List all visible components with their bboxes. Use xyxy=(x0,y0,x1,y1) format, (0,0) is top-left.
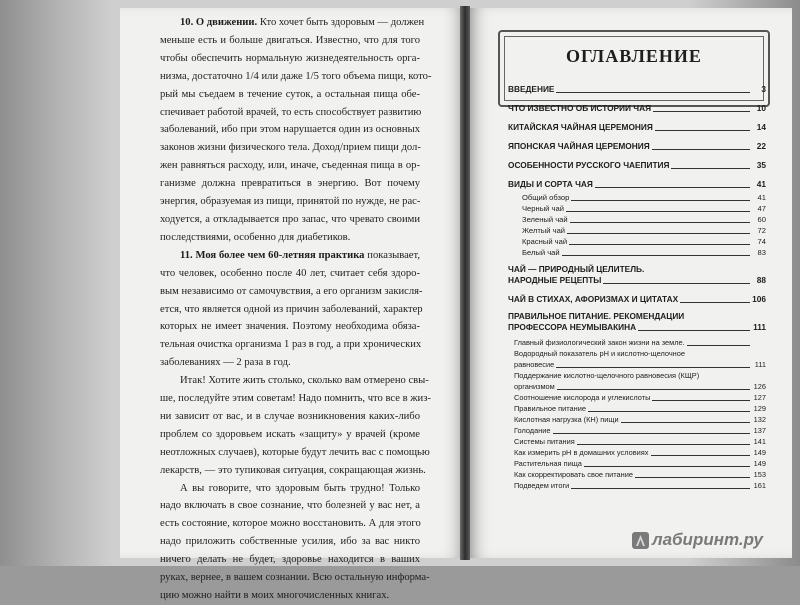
toc-entry[interactable] xyxy=(508,294,766,305)
toc-entry-title: НАРОДНЫЕ РЕЦЕПТЫ xyxy=(508,275,602,285)
toc-leader-line xyxy=(671,167,750,169)
text-line xyxy=(160,462,426,480)
text-line xyxy=(160,121,420,139)
text-line-content: ни зависит от вас, и в случае возникновения каких-либо xyxy=(160,410,420,422)
toc-leader-line xyxy=(687,344,750,346)
text-line-content: которых не имеет значения. Поэтому необходима обяза- xyxy=(160,321,420,333)
toc-leader-line xyxy=(655,129,750,131)
text-line-content: показывает, xyxy=(364,249,420,261)
text-line-content: заболеваниях — 2 раза в год. xyxy=(160,357,291,369)
toc-entry[interactable] xyxy=(508,214,766,225)
toc-leader-line xyxy=(557,388,750,390)
toc-entry-title: Как скорректировать свое питание xyxy=(514,470,633,479)
toc-page-number: 41 xyxy=(757,193,766,202)
text-line-content: низма, достаточно 1/4 или даже 1/5 того объема пищи, кото- xyxy=(160,70,432,82)
toc-entry-title: Подведем итоги xyxy=(514,481,570,490)
text-line xyxy=(160,229,420,247)
toc-entry[interactable] xyxy=(508,425,766,436)
toc-leader-line xyxy=(570,221,750,223)
toc-entry-title: Кислотная нагрузка (КН) пищи xyxy=(514,415,619,424)
toc-leader-line xyxy=(638,329,750,331)
toc-entry[interactable] xyxy=(508,447,766,458)
text-line-content: ничего делать не будет, здоровье находится в ваших xyxy=(160,554,420,566)
toc-page-number: 83 xyxy=(757,248,766,257)
toc-leader-line xyxy=(595,186,750,188)
text-line-content: проблем со здоровьем искать «защиту» у врачей (кроме xyxy=(160,428,420,440)
text-line-content: надо приложить собственные усилия, ибо за вас никто xyxy=(160,536,420,548)
toc-entry-title: Белый чай xyxy=(522,248,560,257)
toc-entry[interactable] xyxy=(508,179,766,190)
text-line-content: цию можно найти в моих многочисленных книгах. xyxy=(160,590,390,601)
toc-entry-title: Общий обзор xyxy=(522,193,570,202)
toc-page-number: 126 xyxy=(753,382,766,391)
text-line xyxy=(160,569,430,587)
text-line xyxy=(160,480,420,498)
text-line xyxy=(160,14,425,32)
toc-entry-line1: ЧАЙ — ПРИРОДНЫЙ ЦЕЛИТЕЛЬ. xyxy=(508,264,645,274)
toc-entry[interactable] xyxy=(508,103,766,114)
toc-page-number: 22 xyxy=(756,141,766,151)
text-line-bold: 11. Моя более чем 60-летняя практика xyxy=(180,249,365,261)
toc-leader-line xyxy=(553,432,750,434)
toc-entry-title: Как измерить рН в домашних условиях xyxy=(514,448,649,457)
toc-page-number: 10 xyxy=(756,103,766,113)
toc-entry-title: Голодание xyxy=(514,426,551,435)
labirint-logo-icon xyxy=(632,532,649,549)
text-line-content: жен равняться расходу, или, иначе, съеденная пища в ор- xyxy=(160,160,420,172)
toc-page-number: 111 xyxy=(753,322,766,332)
toc-page-number: 47 xyxy=(757,204,766,213)
toc-leader-line xyxy=(577,443,750,445)
text-line-content: рый мы съедаем в течение суток, а остальная пища обе- xyxy=(160,88,420,100)
toc-page-number: 35 xyxy=(756,160,766,170)
toc-entry-title: ВВЕДЕНИЕ xyxy=(508,84,555,94)
text-line-content: тельная очистка организма 1 раз в год, а при хронических xyxy=(160,339,422,351)
toc-page-number: 74 xyxy=(757,237,766,246)
toc-entry-title: КИТАЙСКАЯ ЧАЙНАЯ ЦЕРЕМОНИЯ xyxy=(508,122,653,132)
text-line xyxy=(160,444,430,462)
toc-entry[interactable] xyxy=(508,403,766,414)
text-line xyxy=(160,587,420,605)
toc-leader-line xyxy=(566,210,750,212)
toc-entry[interactable] xyxy=(508,370,766,381)
toc-entry[interactable] xyxy=(508,414,766,425)
text-line xyxy=(160,283,423,301)
toc-entry-title: Растительная пища xyxy=(514,459,582,468)
toc-entry-title: ВИДЫ И СОРТА ЧАЯ xyxy=(508,179,593,189)
toc-entry-title: Красный чай xyxy=(522,237,568,246)
toc-page-number: 72 xyxy=(757,226,766,235)
text-line xyxy=(160,533,420,551)
table-of-contents xyxy=(508,84,766,491)
toc-page-number: 161 xyxy=(753,481,766,490)
text-line xyxy=(160,175,420,193)
toc-leader-line xyxy=(584,465,750,467)
toc-page-number: 60 xyxy=(757,215,766,224)
text-line xyxy=(160,104,420,122)
toc-leader-line xyxy=(569,243,750,245)
book-gutter xyxy=(460,6,470,560)
text-line xyxy=(160,211,420,229)
toc-entry[interactable] xyxy=(508,359,766,370)
toc-entry[interactable] xyxy=(508,192,766,203)
toc-page-number: 111 xyxy=(754,360,766,369)
toc-entry[interactable] xyxy=(508,469,766,480)
text-line-content: ше, последуйте этим советам! Надо помнить, что все в жиз- xyxy=(160,393,431,405)
toc-page-number: 153 xyxy=(753,470,766,479)
toc-leader-line xyxy=(588,410,750,412)
toc-page-number: 137 xyxy=(753,426,766,435)
toc-leader-line xyxy=(652,148,750,150)
text-line xyxy=(160,408,420,426)
text-line xyxy=(160,68,432,86)
toc-entry[interactable] xyxy=(508,458,766,469)
toc-leader-line xyxy=(556,366,750,368)
text-line-content: спечивает работой врачей, то есть способствует развитию xyxy=(160,106,422,118)
toc-leader-line xyxy=(556,91,750,93)
text-line-content: Итак! Хотите жить столько, сколько вам отмерено свы- xyxy=(180,375,429,387)
toc-leader-line xyxy=(567,232,750,234)
text-line-content: А вы говорите, что здоровым быть трудно! Только xyxy=(180,482,420,494)
text-line-content: законов жизни физического тела. Доход/прием пищи дол- xyxy=(160,142,421,154)
toc-entry[interactable] xyxy=(508,122,766,133)
toc-entry-title: Правильное питание xyxy=(514,404,586,413)
toc-entry[interactable] xyxy=(508,225,766,236)
toc-entry[interactable] xyxy=(508,381,766,392)
toc-entry-title: Зеленый чай xyxy=(522,215,568,224)
toc-entry[interactable] xyxy=(508,203,766,214)
text-line xyxy=(160,265,420,283)
toc-entry[interactable] xyxy=(508,84,766,95)
text-line xyxy=(160,515,420,533)
text-line xyxy=(160,426,420,444)
watermark: лабиринт.ру xyxy=(652,530,763,549)
toc-title: ОГЛАВЛЕНИЕ xyxy=(566,46,702,66)
toc-entry[interactable] xyxy=(508,480,766,491)
toc-page-number: 149 xyxy=(753,459,766,468)
text-line-content: заболеваний, ибо при этом нарушается один из основных xyxy=(160,124,420,136)
toc-entry-line1: ПРАВИЛЬНОЕ ПИТАНИЕ. РЕКОМЕНДАЦИИ xyxy=(508,311,685,321)
toc-entry[interactable] xyxy=(508,436,766,447)
text-line-content: ется, что является одной из причин заболеваний, характер xyxy=(160,303,423,315)
toc-leader-line xyxy=(652,399,750,401)
text-line-content: последствиями, особенно для диабетиков. xyxy=(160,231,351,243)
text-line-content: надо включать в свое сознание, что болезней у вас нет, а xyxy=(160,500,420,512)
toc-entry-title: ЯПОНСКАЯ ЧАЙНАЯ ЦЕРЕМОНИЯ xyxy=(508,141,650,151)
text-line xyxy=(160,86,420,104)
toc-entry-title: равновесие xyxy=(514,360,555,369)
text-line xyxy=(160,390,431,408)
text-line xyxy=(160,193,420,211)
text-line xyxy=(160,32,420,50)
toc-page-number: 149 xyxy=(753,448,766,457)
toc-entry-title: Поддержание кислотно-щелочного равновесия (КЩР) xyxy=(514,371,700,380)
text-line-content: лекарств, — это тупиковая ситуация, сокращающая жизнь. xyxy=(160,464,426,476)
toc-entry[interactable] xyxy=(508,337,766,348)
text-line-content: руках, вернее, в вашем сознании. Всю остальную информа- xyxy=(160,572,430,584)
text-line xyxy=(160,354,420,372)
text-line-content: вым независимо от самочувствия, а его организм закисля- xyxy=(160,285,423,297)
toc-leader-line xyxy=(653,110,750,112)
text-line xyxy=(160,139,420,157)
toc-entry[interactable] xyxy=(508,236,766,247)
toc-entry-title: Водородный показатель рН и кислотно-щелочное xyxy=(514,349,685,358)
toc-entry-title: ПРОФЕССОРА НЕУМЫВАКИНА xyxy=(508,322,637,332)
toc-leader-line xyxy=(603,282,750,284)
text-line-content: ганизме должна превратиться в энергию. Вот почему xyxy=(160,178,420,190)
toc-entry-title: организмом xyxy=(514,382,555,391)
toc-leader-line xyxy=(635,476,750,478)
text-line xyxy=(160,247,420,265)
text-line xyxy=(160,372,429,390)
toc-entry-title: ОСОБЕННОСТИ РУССКОГО ЧАЕПИТИЯ xyxy=(508,160,670,170)
toc-leader-line xyxy=(562,254,750,256)
toc-leader-line xyxy=(621,421,750,423)
toc-entry[interactable] xyxy=(508,322,766,333)
toc-entry-title: Главный физиологический закон жизни на земле. xyxy=(514,338,685,347)
text-line-content: Кто хочет быть здоровым — должен xyxy=(257,17,425,28)
toc-page-number: 141 xyxy=(753,437,766,446)
toc-page-number: 41 xyxy=(756,179,766,189)
toc-leader-line xyxy=(571,487,750,489)
toc-leader-line xyxy=(680,301,750,303)
text-line-content: энергия, образуемая из пищи, принятой по нужде, не рас- xyxy=(160,196,421,208)
toc-entry[interactable] xyxy=(508,348,766,359)
text-line-content: есть состояние, которое можно восстановить. А для этого xyxy=(160,518,421,530)
toc-leader-line xyxy=(571,199,750,201)
text-line-content: неотложных случаев), которые будут лечить вас с помощью xyxy=(160,446,430,458)
text-line xyxy=(160,336,420,354)
toc-page-number: 132 xyxy=(753,415,766,424)
text-line xyxy=(160,157,420,175)
toc-entry[interactable] xyxy=(508,247,766,258)
toc-entry-title: ЧАЙ В СТИХАХ, АФОРИЗМАХ И ЦИТАТАХ xyxy=(508,294,679,304)
toc-entry-title: ЧТО ИЗВЕСТНО ОБ ИСТОРИИ ЧАЯ xyxy=(508,103,652,113)
text-line xyxy=(160,301,423,319)
toc-page-number: 88 xyxy=(756,275,766,285)
text-line-content: меньше есть и больше двигаться. Известно, что для того xyxy=(160,34,420,46)
toc-entry[interactable] xyxy=(508,141,766,152)
text-line-content: чтобы обеспечить нормальную жизнедеятельность орга- xyxy=(160,52,420,64)
toc-entry-title: Соотношение кислорода и углекислоты xyxy=(514,393,651,402)
toc-page-number: 14 xyxy=(756,122,766,132)
text-line xyxy=(160,318,420,336)
toc-entry-title: Желтый чай xyxy=(522,226,566,235)
toc-page-number: 127 xyxy=(753,393,766,402)
text-line xyxy=(160,50,420,68)
left-page-text xyxy=(160,14,432,605)
text-line xyxy=(160,551,420,569)
toc-page-number: 106 xyxy=(752,294,766,304)
toc-entry[interactable] xyxy=(508,275,766,286)
toc-page-number: 129 xyxy=(753,404,766,413)
text-line-content: ходуется, а откладывается про запас, что чревато своими xyxy=(160,213,420,225)
text-line-bold: 10. О движении. xyxy=(180,17,258,28)
toc-entry[interactable] xyxy=(508,160,766,171)
toc-entry-title: Системы питания xyxy=(514,437,575,446)
toc-page-number: 3 xyxy=(761,84,766,94)
text-line-content: что человек, особенно после 40 лет, считает себя здоро- xyxy=(160,267,420,279)
text-line xyxy=(160,497,420,515)
toc-entry[interactable] xyxy=(508,392,766,403)
toc-entry-title: Черный чай xyxy=(522,204,564,213)
toc-leader-line xyxy=(651,454,751,456)
